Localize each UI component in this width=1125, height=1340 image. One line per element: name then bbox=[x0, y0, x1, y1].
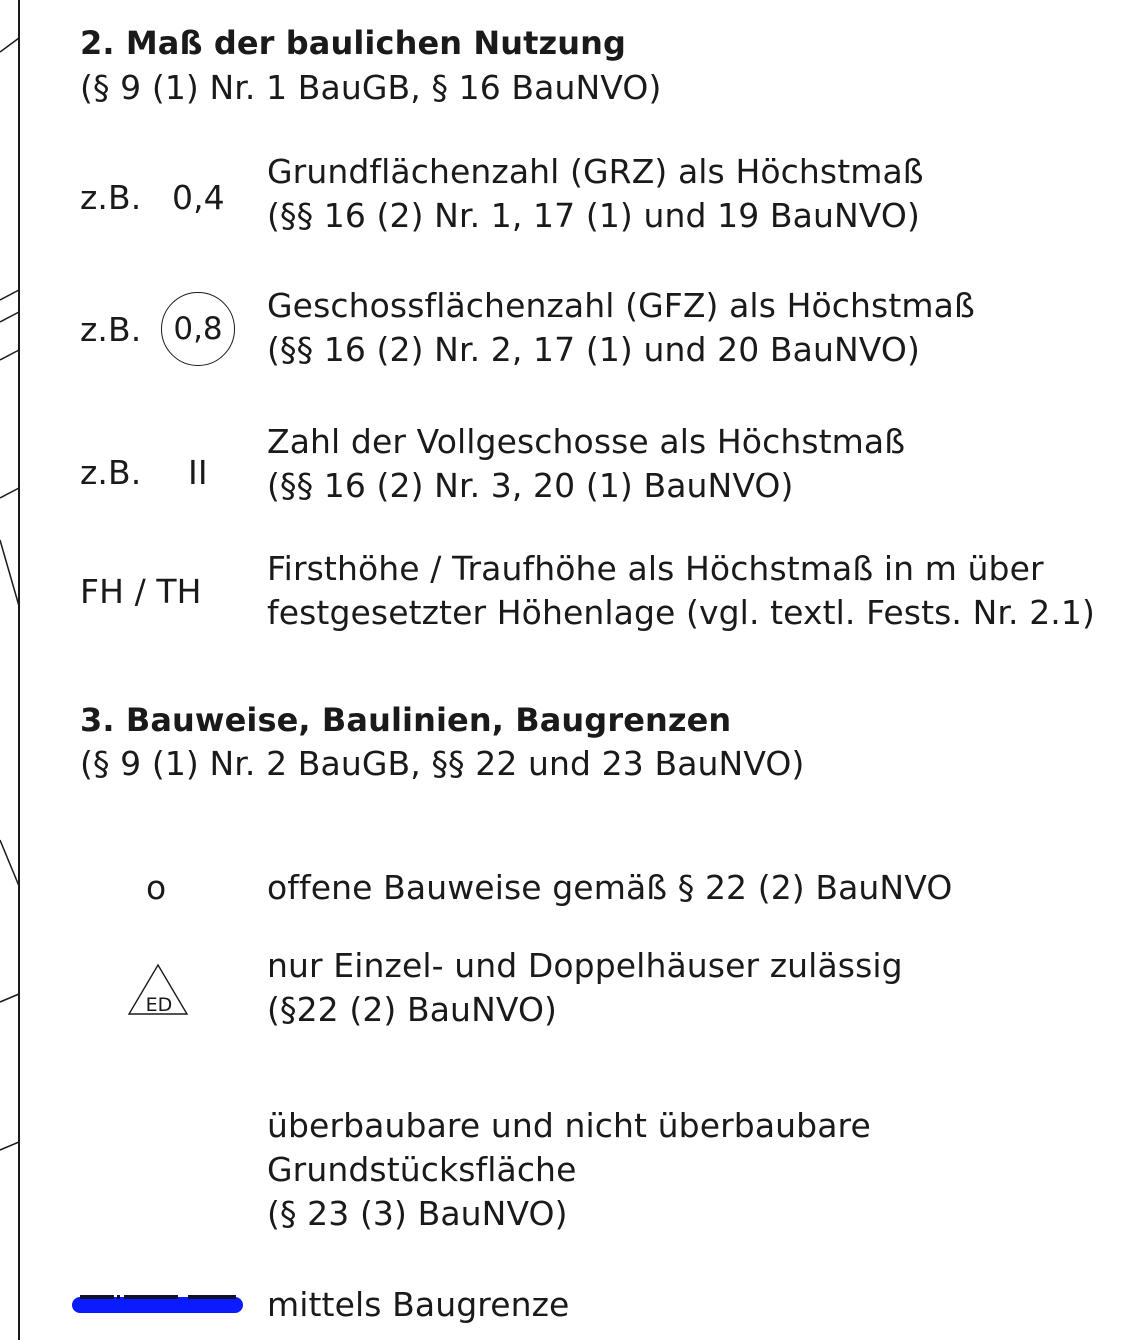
section-2-subtitle: (§ 9 (1) Nr. 1 BauGB, § 16 BauNVO) bbox=[80, 68, 662, 107]
gfz-prefix: z.B. bbox=[80, 310, 142, 349]
vollgeschosse-description-line-1: Zahl der Vollgeschosse als Höchstmaß bbox=[267, 422, 906, 461]
ueberbaubare-flaeche-line-1: überbaubare und nicht überbaubare bbox=[267, 1106, 871, 1145]
grz-symbol: 0,4 bbox=[172, 178, 225, 217]
ed-description bbox=[267, 944, 903, 1032]
offene-bauweise-symbol: o bbox=[146, 868, 167, 907]
grz-prefix: z.B. bbox=[80, 178, 142, 217]
baugrenze-description: mittels Baugrenze bbox=[267, 1285, 570, 1324]
fh-th-symbol: FH / TH bbox=[80, 572, 202, 611]
gfz-description-line-1: Geschossflächenzahl (GFZ) als Höchstmaß bbox=[267, 286, 975, 325]
vollgeschosse-description-line-2: (§§ 16 (2) Nr. 3, 20 (1) BauNVO) bbox=[267, 466, 794, 505]
grz-description bbox=[267, 150, 924, 238]
gfz-description bbox=[267, 284, 975, 372]
ueberbaubare-flaeche-description bbox=[267, 1104, 871, 1236]
ueberbaubare-flaeche-line-2: Grundstücksfläche bbox=[267, 1150, 577, 1189]
fh-th-description-line-2: festgesetzter Höhenlage (vgl. textl. Fests. Nr. 2.1) bbox=[267, 593, 1095, 632]
fh-th-description-line-1: Firsthöhe / Traufhöhe als Höchstmaß in m über bbox=[267, 549, 1044, 588]
gfz-circled-symbol: 0,8 bbox=[161, 292, 235, 366]
ed-description-line-2: (§22 (2) BauNVO) bbox=[267, 990, 557, 1029]
vollgeschosse-description bbox=[267, 420, 905, 508]
gfz-description-line-2: (§§ 16 (2) Nr. 2, 17 (1) und 20 BauNVO) bbox=[267, 330, 920, 369]
ed-triangle-label: ED bbox=[145, 994, 173, 1016]
baugrenze-line-icon bbox=[70, 1292, 245, 1318]
vollgeschosse-symbol: II bbox=[188, 453, 208, 492]
grz-description-line-1: Grundflächenzahl (GRZ) als Höchstmaß bbox=[267, 152, 924, 191]
grz-description-line-2: (§§ 16 (2) Nr. 1, 17 (1) und 19 BauNVO) bbox=[267, 196, 920, 235]
fh-th-description bbox=[267, 547, 1095, 635]
ed-description-line-1: nur Einzel- und Doppelhäuser zulässig bbox=[267, 946, 903, 985]
section-2-title: 2. Maß der baulichen Nutzung bbox=[80, 24, 627, 62]
section-3-subtitle: (§ 9 (1) Nr. 2 BauGB, §§ 22 und 23 BauNVO) bbox=[80, 744, 805, 783]
section-3-title: 3. Bauweise, Baulinien, Baugrenzen bbox=[80, 701, 732, 739]
ed-triangle-icon bbox=[126, 962, 190, 1018]
vollgeschosse-prefix: z.B. bbox=[80, 453, 142, 492]
ueberbaubare-flaeche-line-3: (§ 23 (3) BauNVO) bbox=[267, 1194, 568, 1233]
offene-bauweise-description: offene Bauweise gemäß § 22 (2) BauNVO bbox=[267, 868, 953, 907]
